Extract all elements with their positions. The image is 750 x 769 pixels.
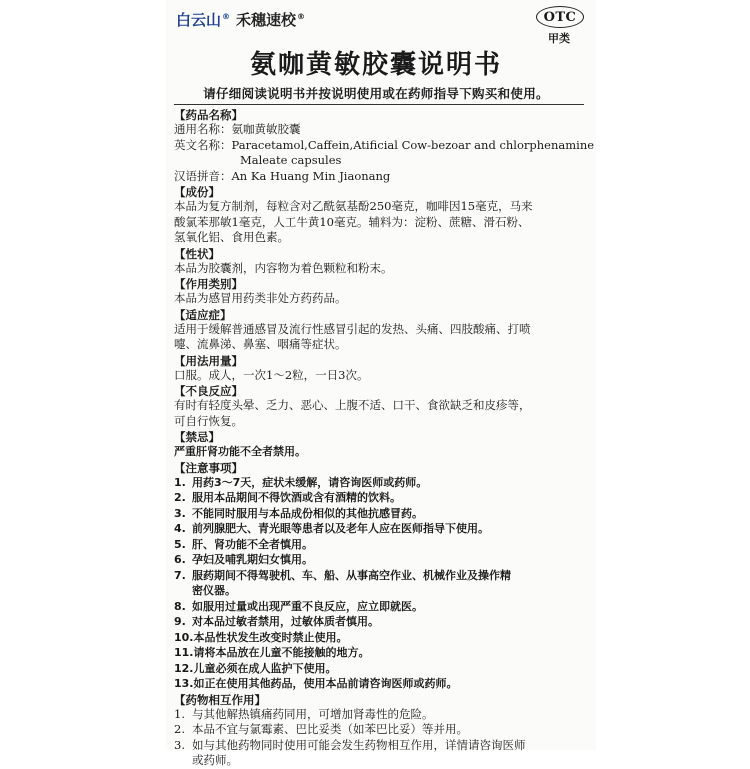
precaution-item: 2. 服用本品期间不得饮酒或含有酒精的饮料。 bbox=[174, 491, 401, 504]
precaution-item: 8. 如服用过量或出现严重不良反应，应立即就医。 bbox=[174, 599, 423, 613]
section-heading-interactions: 【药物相互作用】 bbox=[174, 692, 266, 707]
precaution-item: 13.如正在使用其他药品，使用本品前请咨询医师或药师。 bbox=[174, 677, 458, 690]
indications-line: 嚏、流鼻涕、鼻塞、咽痛等症状。 bbox=[174, 337, 347, 351]
precaution-item: 12.儿童必须在成人监护下使用。 bbox=[174, 661, 337, 675]
section-heading-adverse-reactions: 【不良反应】 bbox=[174, 384, 243, 398]
indications-line: 适用于缓解普通感冒及流行性感冒引起的发热、头痛、四肢酸痛、打喷 bbox=[174, 321, 531, 336]
precaution-item: 11.请将本品放在儿童不能接触的地方。 bbox=[174, 646, 370, 659]
precaution-item-continuation: 密仪器。 bbox=[192, 584, 236, 597]
precaution-item: 10.本品性状发生改变时禁止使用。 bbox=[174, 630, 348, 644]
section-heading-category: 【作用类别】 bbox=[174, 277, 243, 291]
category-line: 本品为感冒用药类非处方药药品。 bbox=[174, 291, 347, 305]
properties-line: 本品为胶囊剂，内容物为着色颗粒和粉末。 bbox=[174, 260, 393, 275]
contraindications-line: 严重肝肾功能不全者禁用。 bbox=[174, 445, 306, 458]
document-subtitle: 请仔细阅读说明书并按说明使用或在药师指导下购买和使用。 bbox=[203, 86, 549, 101]
interaction-item-continuation: 或药师。 bbox=[192, 753, 238, 767]
otc-badge: OTC bbox=[536, 6, 584, 28]
pinyin-name-row: 汉语拼音：An Ka Huang Min Jiaonang bbox=[174, 168, 391, 183]
section-heading-indications: 【适应症】 bbox=[174, 307, 232, 322]
ingredients-line: 本品为复方制剂，每粒含对乙酰氨基酚250毫克，咖啡因15毫克，马来 bbox=[174, 199, 533, 213]
interaction-item: 3. 如与其他药物同时使用可能会发生药物相互作用，详情请咨询医师 bbox=[174, 737, 526, 752]
brand-logo: 白云山® bbox=[176, 10, 231, 29]
english-name-continuation: Maleate capsules bbox=[240, 153, 342, 167]
generic-name-row: 通用名称：氨咖黄敏胶囊 bbox=[174, 122, 301, 136]
interaction-item: 2. 本品不宜与氯霉素、巴比妥类（如苯巴比妥）等并用。 bbox=[174, 722, 468, 736]
section-heading-ingredients: 【成份】 bbox=[174, 185, 220, 199]
adverse-line: 有时有轻度头晕、乏力、恶心、上腹不适、口干、食欲缺乏和皮疹等， bbox=[174, 398, 531, 412]
precaution-item: 7. 服药期间不得驾驶机、车、船、从事高空作业、机械作业及操作精 bbox=[174, 568, 511, 582]
section-heading-precautions: 【注意事项】 bbox=[174, 460, 243, 475]
ingredients-line: 酸氯苯那敏1毫克，人工牛黄10毫克。辅料为：淀粉、蔗糖、滑石粉、 bbox=[174, 214, 530, 229]
precaution-item: 9. 对本品过敏者禁用，过敏体质者慎用。 bbox=[174, 615, 379, 628]
english-name-row: 英文名称：Paracetamol,Caffein,Atificial Cow-bezoar and chlorphenamine bbox=[174, 137, 595, 152]
precaution-item: 4. 前列腺肥大、青光眼等患者以及老年人应在医师指导下使用。 bbox=[174, 522, 489, 535]
section-heading-dosage: 【用法用量】 bbox=[174, 353, 243, 368]
precaution-item: 3. 不能同时服用与本品成份相似的其他抗感冒药。 bbox=[174, 506, 423, 520]
ingredients-line: 氢氧化铝、食用色素。 bbox=[174, 230, 289, 244]
brand-name: 禾穗速校® bbox=[236, 10, 306, 29]
adverse-line: 可自行恢复。 bbox=[174, 413, 243, 428]
precaution-item: 6. 孕妇及哺乳期妇女慎用。 bbox=[174, 553, 313, 566]
section-heading-drug-name: 【药品名称】 bbox=[174, 108, 243, 122]
section-heading-properties: 【性状】 bbox=[174, 246, 220, 261]
document-title: 氨咖黄敏胶囊说明书 bbox=[249, 50, 502, 80]
dosage-line: 口服。成人，一次1～2粒，一日3次。 bbox=[174, 367, 369, 382]
brand-header bbox=[176, 8, 305, 30]
precaution-item: 1. 用药3～7天，症状未缓解，请咨询医师或药师。 bbox=[174, 475, 428, 489]
otc-class-label: 甲类 bbox=[548, 32, 570, 45]
leaflet-content bbox=[174, 107, 594, 769]
precaution-item: 5. 肝、肾功能不全者慎用。 bbox=[174, 537, 313, 551]
title-divider bbox=[174, 104, 584, 105]
interaction-item: 1. 与其他解热镇痛药同用，可增加肾毒性的危险。 bbox=[174, 706, 434, 721]
section-heading-contraindications: 【禁忌】 bbox=[174, 430, 220, 444]
